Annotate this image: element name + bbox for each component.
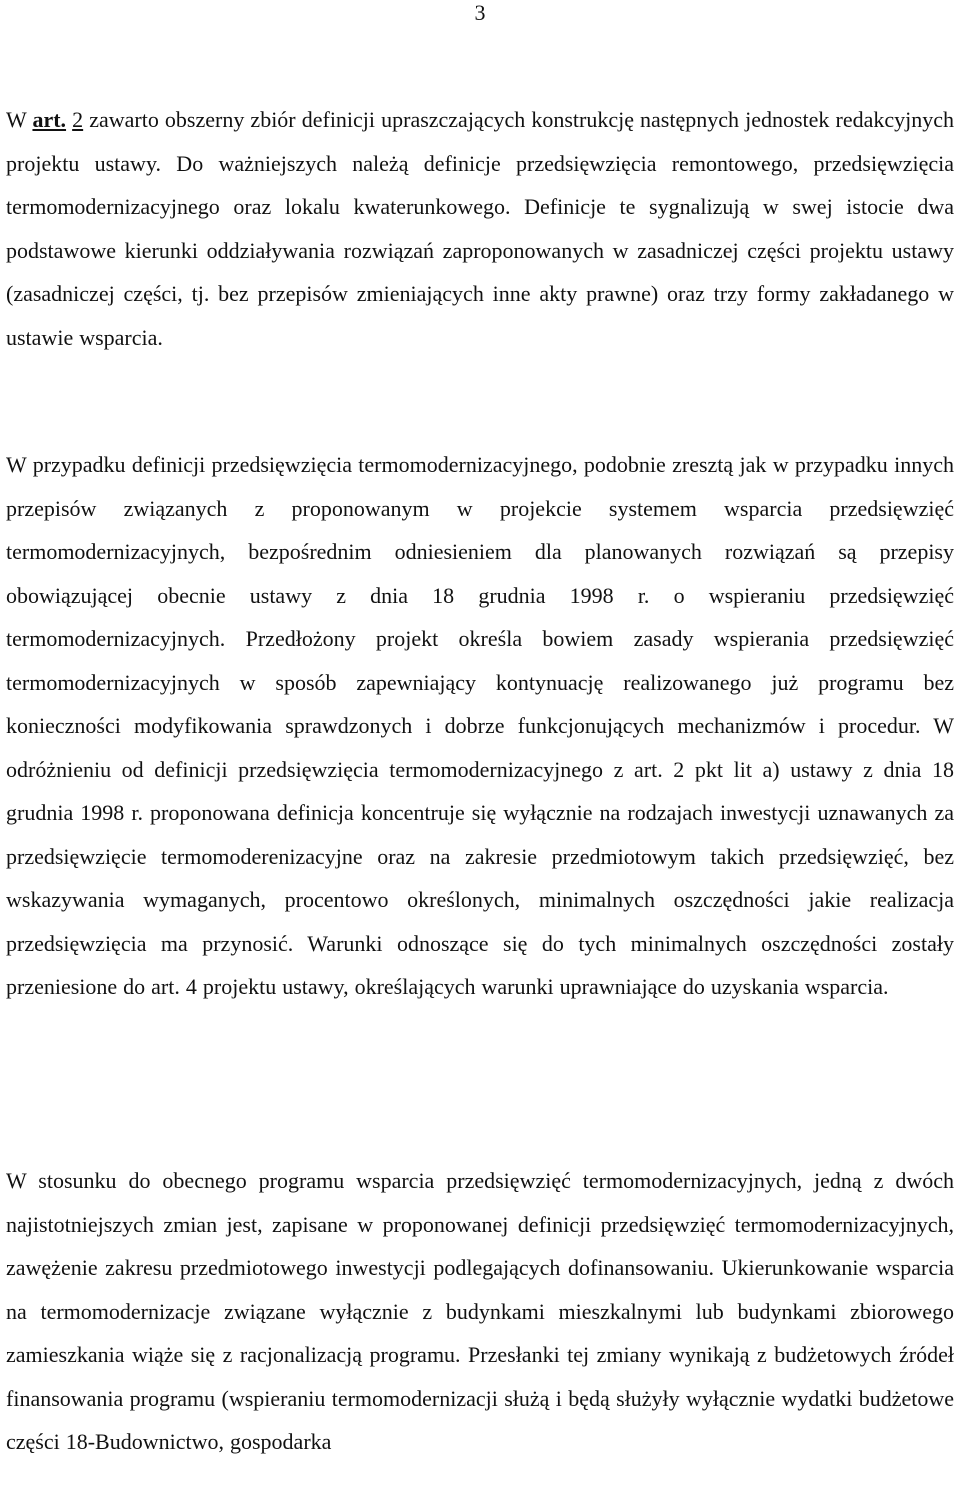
paragraph-start: W (6, 107, 33, 132)
article-reference: art. (32, 107, 67, 132)
paragraph-text: zawarto obszerny zbiór definicji upraszczających konstrukcję następnych jednostek redakcyjnych projektu ustawy. Do ważniejszych należą definicje przedsięwzięcia remontowego, przedsięwzięcia termomodernizacyjnego oraz lokalu kwaterunkowego. Definicje te sygnalizują w swej istocie dwa podstawowe kierunki oddziaływania rozwiązań zaproponowanych w zasadniczej części projektu ustawy (zasadniczej części, tj. bez przepisów zmieniających inne akty prawne) oraz trzy formy zakładanego w ustawie wsparcia. (6, 107, 954, 350)
paragraph-program-changes: W stosunku do obecnego programu wsparcia przedsięwzięć termomodernizacyjnych, jedną z dwóch najistotniejszych zmian jest, zapisane w proponowanej definicji przedsięwzięć termomodernizacyjnych, zawężenie zakresu przedmiotowego inwestycji podlegających dofinansowaniu. Ukierunkowanie wsparcia na termomodernizacje związane wyłącznie z budynkami mieszkalnymi lub budynkami zbiorowego zamieszkania wiąże się z racjonalizacją programu. Przesłanki tej zmiany wynikają z budżetowych źródeł finansowania programu (wspieraniu termomodernizacji służą i będą służyły wyłącznie wydatki budżetowe części 18-Budownictwo, gospodarka (6, 1168, 954, 1454)
paragraph-art2-definitions (6, 98, 954, 359)
paragraph-thermomodernization-definition: W przypadku definicji przedsięwzięcia termomodernizacyjnego, podobnie zresztą jak w przypadku innych przepisów związanych z proponowanym w projekcie systemem wsparcia przedsięwzięć termomodernizacyjnych, bezpośrednim odniesieniem dla planowanych rozwiązań są przepisy obowiązującej obecnie ustawy z dnia 18 grudnia 1998 r. o wspieraniu przedsięwzięć termomodernizacyjnych. Przedłożony projekt określa bowiem zasady wspierania przedsięwzięć termomodernizacyjnych w sposób zapewniający kontynuację realizowanego już programu bez konieczności modyfikowania sprawdzonych i dobrze funkcjonujących mechanizmów i procedur. W odróżnieniu od definicji przedsięwzięcia termomodernizacyjnego z art. 2 pkt lit a) ustawy z dnia 18 grudnia 1998 r. proponowana definicja koncentruje się wyłącznie na rodzajach inwestycji uznawanych za przedsięwzięcie termomoderenizacyjne oraz na zakresie przedmiotowym takich przedsięwzięć, bez wskazywania wymaganych, procentowo określonych, minimalnych oszczędności jakie realizacja przedsięwzięcia ma przynosić. Warunki odnoszące się do tych minimalnych oszczędności zostały przeniesione do art. 4 projektu ustawy, określających warunki uprawniające do uzyskania wsparcia. (6, 452, 954, 999)
article-number: 2 (72, 107, 84, 132)
page-number: 3 (474, 0, 486, 25)
